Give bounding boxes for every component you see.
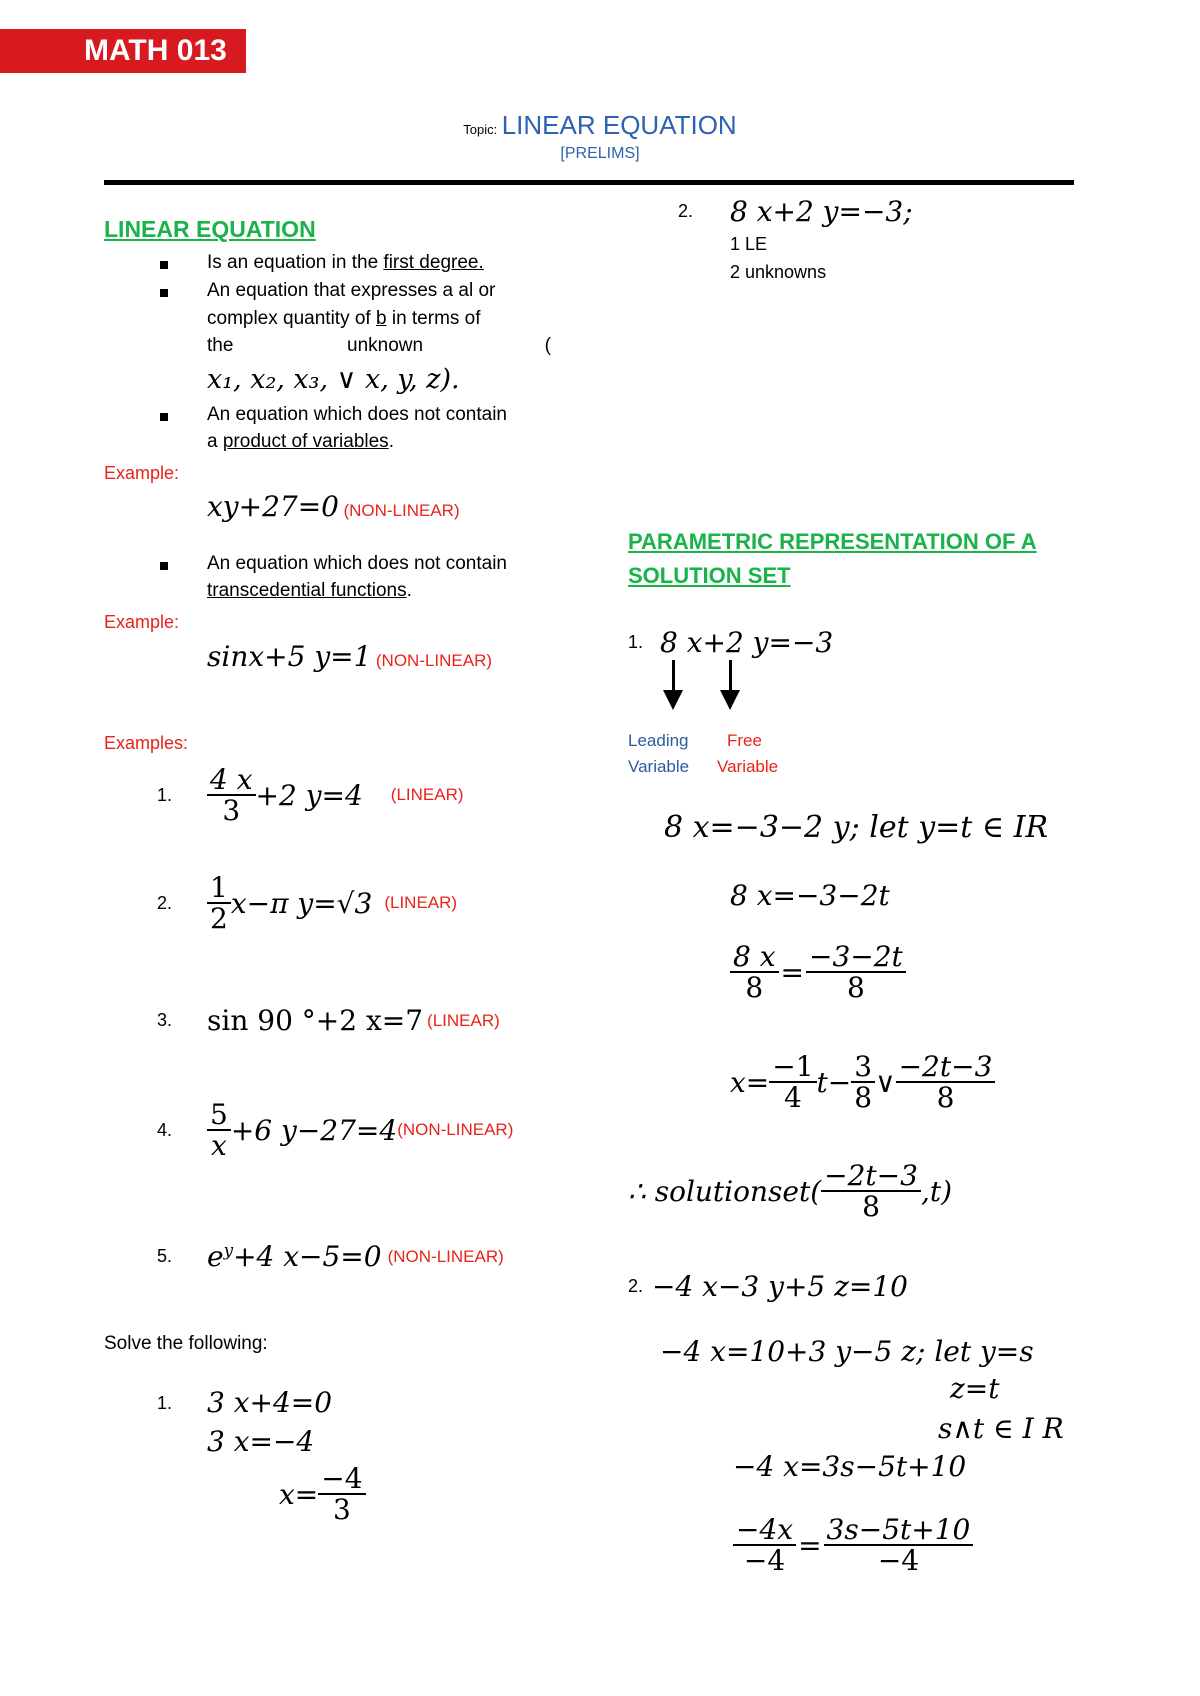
equation-rest: +6 y−27=4: [230, 1113, 398, 1147]
param2-step-1: −4 x=10+3 y−5 z; let y=s: [660, 1335, 1034, 1368]
example-label: Example:: [104, 612, 180, 632]
fraction: [806, 942, 906, 1003]
equation-part: t−: [816, 1065, 852, 1099]
fraction-numerator: 4 x: [207, 765, 256, 796]
definition-expresses-l1: An equation that expresses a al or: [207, 280, 496, 301]
product-of-variables-term: product of variables: [222, 431, 389, 452]
course-badge: [0, 29, 246, 73]
solve-item-number: 1.: [157, 1393, 173, 1413]
param2-step-2: z=t: [950, 1372, 1000, 1405]
example-item-5: [157, 1240, 504, 1273]
exponent: y: [223, 1240, 234, 1260]
fraction-denominator: 8: [862, 1190, 880, 1224]
example-item-1: [157, 765, 464, 826]
fraction: [730, 942, 779, 1003]
fraction-numerator: 8 x: [730, 942, 779, 973]
fraction-denominator: 8: [854, 1081, 873, 1115]
b-term: b: [375, 308, 387, 329]
solve-line-2: 3 x=−4: [207, 1425, 315, 1458]
equation: 8 x+2 y=−3;: [730, 195, 913, 228]
fraction-numerator: 5: [207, 1100, 231, 1131]
definition-no-product-l2: [207, 431, 394, 453]
fraction: [896, 1052, 996, 1113]
definition-text: (: [544, 335, 551, 356]
item-number: 2.: [678, 201, 694, 221]
solution-set-suffix: ,t): [920, 1174, 953, 1208]
fraction: [824, 1515, 974, 1576]
nonlinear-tag: (NON-LINEAR): [375, 651, 493, 670]
item-number: 2.: [157, 892, 173, 913]
fraction-numerator: 1: [207, 873, 231, 904]
equation-lhs: x=: [730, 1065, 770, 1099]
linear-equation-count: 1 LE: [730, 234, 768, 254]
definition-text: a: [207, 431, 223, 452]
fraction-denominator: 8: [846, 971, 865, 1005]
linear-tag: (LINEAR): [384, 893, 458, 913]
free-variable-label-l2: Variable: [717, 757, 779, 776]
topic-label: Topic:: [463, 122, 498, 137]
fraction-numerator: 3s−5t+10: [824, 1515, 974, 1546]
bullet-icon: [160, 261, 168, 269]
fraction-denominator: 8: [936, 1081, 955, 1115]
param-step-1: 8 x=−3−2 y; let y=t ∈ IR: [664, 810, 1049, 845]
definition-no-transcendental-l2: [207, 580, 412, 602]
fraction-numerator: 3: [851, 1052, 875, 1083]
param-step-4: [730, 1052, 995, 1113]
linear-tag: (LINEAR): [427, 1010, 500, 1030]
fraction: [733, 1515, 796, 1576]
example-nonlinear-xy: [207, 490, 460, 523]
param-item-2: [628, 1270, 908, 1303]
equation: 8 x+2 y=−3: [660, 626, 834, 659]
free-variable-label-l1: Free: [727, 731, 762, 750]
example-item-4: [157, 1100, 513, 1161]
param2-step-4: −4 x=3s−5t+10: [733, 1450, 967, 1483]
definition-expresses-l2: [207, 308, 551, 330]
equation-rest: x−π y=√3: [230, 886, 373, 920]
fraction: [769, 1052, 816, 1113]
equation: −4 x−3 y+5 z=10: [652, 1270, 908, 1303]
definition-text: .: [388, 431, 394, 452]
equation-lhs: x=: [279, 1477, 319, 1511]
definition-text: .: [406, 580, 412, 601]
bullet-icon: [160, 562, 168, 570]
param-step-2: 8 x=−3−2t: [730, 879, 890, 912]
definition-expresses-l3: [207, 335, 551, 357]
exponent-base: e: [207, 1240, 224, 1274]
or-symbol: ∨: [875, 1065, 896, 1099]
item-number: 1.: [157, 784, 173, 805]
fraction-denominator: −4: [877, 1544, 920, 1578]
course-code: MATH 013: [84, 34, 227, 67]
arrowhead-icon: [720, 690, 740, 710]
definition-text: in terms of: [386, 308, 481, 329]
fraction: [207, 1100, 231, 1161]
example-item-2: [157, 873, 457, 934]
item-number: 4.: [157, 1119, 173, 1140]
definition-no-transcendental-l1: An equation which does not contain: [207, 553, 507, 574]
item-number: 3.: [157, 1010, 173, 1030]
header-divider: [104, 180, 1074, 185]
nonlinear-tag: (NON-LINEAR): [343, 501, 460, 520]
first-degree-term: first degree.: [383, 252, 484, 273]
leading-variable-label-l2: Variable: [628, 757, 690, 776]
fraction-numerator: −1: [769, 1052, 816, 1083]
fraction-numerator: −3−2t: [806, 942, 906, 973]
param2-step-5: [733, 1515, 973, 1576]
fraction: [851, 1052, 875, 1113]
item-number: 5.: [157, 1246, 173, 1267]
fraction-denominator: 3: [332, 1493, 351, 1527]
unknowns-expression: x₁, x₂, x₃, ∨ x, y, z).: [207, 364, 460, 395]
section-heading-parametric-l1: PARAMETRIC REPRESENTATION OF A: [628, 529, 1037, 554]
solution-set-prefix: ∴ solutionset(: [628, 1174, 822, 1208]
topic-line: [0, 110, 1200, 141]
nonlinear-tag: (NON-LINEAR): [397, 1120, 514, 1140]
solution-set: [628, 1161, 952, 1222]
section-heading-parametric-l2: SOLUTION SET: [628, 563, 791, 588]
solve-line-3: [279, 1464, 366, 1525]
item-number: 2.: [628, 1276, 644, 1296]
examples-label: Examples:: [104, 733, 189, 753]
fraction-denominator: 8: [745, 971, 764, 1005]
topic-title: LINEAR EQUATION: [501, 110, 737, 140]
equation: sin 90 °+2 x=7: [207, 1004, 424, 1037]
fraction-denominator: 3: [222, 794, 241, 828]
equals-sign: =: [798, 1528, 822, 1562]
fraction-denominator: −4: [743, 1544, 786, 1578]
definition-no-product-l1: An equation which does not contain: [207, 404, 507, 425]
linear-tag: (LINEAR): [390, 785, 464, 805]
right-item-2: [678, 195, 913, 228]
down-arrow-icon: [672, 660, 675, 694]
fraction-denominator: 2: [210, 902, 228, 936]
param-step-3: [730, 942, 906, 1003]
definition-text: unknown: [347, 335, 424, 356]
exponential-term: [207, 1240, 233, 1273]
param2-step-3: s∧t ∈ I R: [938, 1412, 1064, 1445]
bullet-icon: [160, 289, 168, 297]
fraction: [207, 873, 231, 934]
fraction-numerator: −4x: [733, 1515, 796, 1546]
fraction-denominator: x: [211, 1129, 227, 1163]
param-item-1: [628, 626, 833, 659]
example-equation: sinx+5 y=1: [207, 640, 372, 673]
fraction: [318, 1464, 365, 1525]
definition-first-degree: [207, 252, 484, 274]
section-heading-linear-equation: LINEAR EQUATION: [104, 216, 316, 242]
equals-sign: =: [780, 955, 804, 989]
down-arrow-icon: [729, 660, 732, 694]
leading-variable-label-l1: Leading: [628, 731, 689, 750]
fraction-numerator: −2t−3: [821, 1161, 921, 1192]
fraction-numerator: −2t−3: [896, 1052, 996, 1083]
example-label: Example:: [104, 463, 180, 483]
example-nonlinear-sin: [207, 640, 492, 673]
definition-text: Is an equation in the: [207, 252, 384, 273]
example-equation: xy+27=0: [207, 490, 339, 523]
fraction: [207, 765, 256, 826]
definition-text: the: [207, 335, 234, 356]
bullet-icon: [160, 413, 168, 421]
fraction-numerator: −4: [318, 1464, 365, 1495]
solve-line-1: 3 x+4=0: [207, 1386, 333, 1419]
transcedential-functions-term: transcedential functions: [207, 580, 407, 601]
definition-text: complex quantity of: [207, 308, 376, 329]
nonlinear-tag: (NON-LINEAR): [387, 1246, 504, 1266]
equation-rest: +4 x−5=0: [233, 1240, 382, 1274]
solve-heading: Solve the following:: [104, 1333, 268, 1354]
example-item-3: [157, 1004, 500, 1037]
arrowhead-icon: [663, 690, 683, 710]
equation-rest: +2 y=4: [255, 778, 363, 812]
item-number: 1.: [628, 632, 644, 652]
fraction: [821, 1161, 921, 1222]
unknowns-list: [207, 364, 460, 395]
period-label: [PRELIMS]: [560, 145, 640, 162]
fraction-denominator: 4: [783, 1081, 802, 1115]
unknowns-count: 2 unknowns: [730, 262, 827, 282]
